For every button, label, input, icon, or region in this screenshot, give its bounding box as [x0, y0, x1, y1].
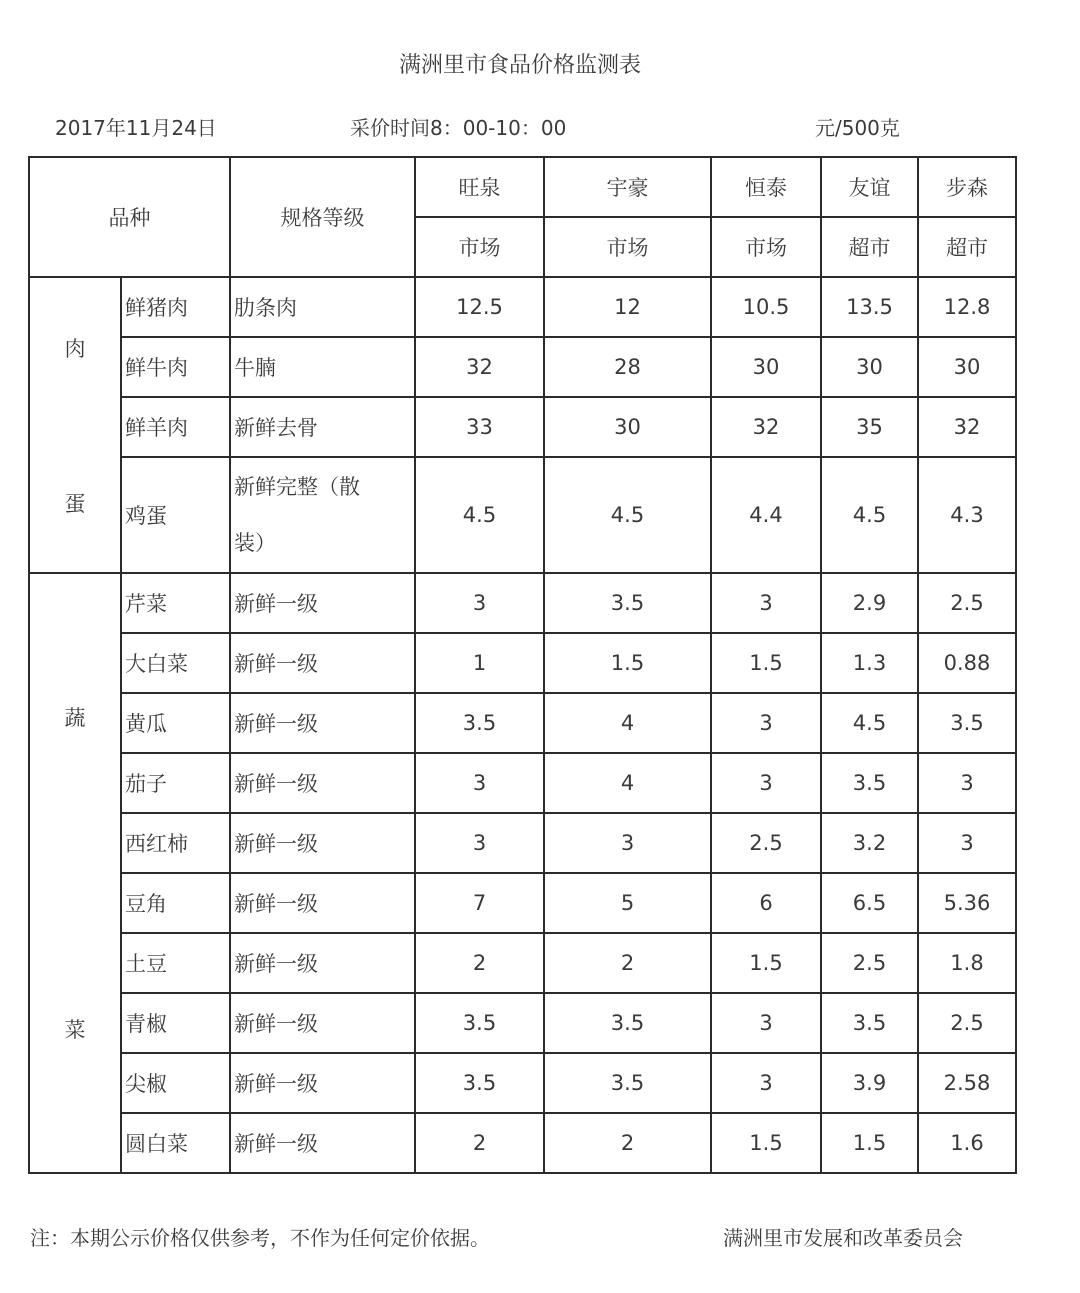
price-cell: 2.9 [821, 573, 918, 633]
header-vendor-name: 友谊 [821, 157, 918, 217]
header-vendor-type: 超市 [821, 217, 918, 277]
spec-grade: 新鲜一级 [230, 633, 415, 693]
price-cell: 1.5 [821, 1113, 918, 1173]
spec-grade: 新鲜一级 [230, 873, 415, 933]
price-cell: 2.5 [918, 573, 1016, 633]
price-cell: 1.3 [821, 633, 918, 693]
price-cell: 0.88 [918, 633, 1016, 693]
header-row-1 [29, 157, 1016, 217]
price-cell: 3.5 [821, 993, 918, 1053]
header-vendor-type: 市场 [544, 217, 711, 277]
item-name: 鲜羊肉 [121, 397, 230, 457]
spec-grade: 新鲜一级 [230, 1113, 415, 1173]
price-cell: 1 [415, 633, 544, 693]
price-cell: 2 [544, 933, 711, 993]
item-name: 鸡蛋 [121, 457, 230, 573]
table-row [29, 933, 1016, 993]
footer-organization: 满洲里市发展和改革委员会 [723, 1226, 963, 1250]
price-cell: 3 [918, 753, 1016, 813]
table-row [29, 397, 1016, 457]
spec-grade: 新鲜一级 [230, 1053, 415, 1113]
collection-time: 采价时间8：00-10：00 [350, 116, 567, 140]
price-cell: 33 [415, 397, 544, 457]
price-cell: 1.5 [711, 1113, 821, 1173]
spec-grade: 牛腩 [230, 337, 415, 397]
price-cell: 2.5 [918, 993, 1016, 1053]
price-cell: 3.5 [544, 1053, 711, 1113]
price-cell: 3 [415, 753, 544, 813]
price-cell: 7 [415, 873, 544, 933]
item-name: 黄瓜 [121, 693, 230, 753]
item-name: 土豆 [121, 933, 230, 993]
price-cell: 10.5 [711, 277, 821, 337]
price-cell: 3 [711, 1053, 821, 1113]
price-cell: 3.5 [544, 993, 711, 1053]
price-cell: 32 [918, 397, 1016, 457]
table-row [29, 753, 1016, 813]
spec-line: 新鲜完整（散 [234, 475, 360, 499]
price-cell: 3 [711, 573, 821, 633]
table-row [29, 337, 1016, 397]
price-cell: 3.2 [821, 813, 918, 873]
price-cell: 3.5 [415, 993, 544, 1053]
spec-grade: 新鲜一级 [230, 813, 415, 873]
table-row [29, 693, 1016, 753]
price-cell: 2 [544, 1113, 711, 1173]
table-row [29, 457, 1016, 573]
price-cell: 30 [711, 337, 821, 397]
category-char: 蛋 [64, 491, 86, 516]
item-name: 西红柿 [121, 813, 230, 873]
price-cell: 35 [821, 397, 918, 457]
price-unit: 元/500克 [815, 116, 900, 140]
price-cell: 4.5 [821, 693, 918, 753]
item-name: 茄子 [121, 753, 230, 813]
price-cell: 4 [544, 753, 711, 813]
price-cell: 3 [711, 693, 821, 753]
item-name: 青椒 [121, 993, 230, 1053]
header-vendor-name: 旺泉 [415, 157, 544, 217]
price-cell: 4.5 [544, 457, 711, 573]
price-cell: 3.5 [918, 693, 1016, 753]
item-name: 大白菜 [121, 633, 230, 693]
spec-grade [230, 457, 415, 573]
price-cell: 5 [544, 873, 711, 933]
price-cell: 32 [415, 337, 544, 397]
price-cell: 2 [415, 933, 544, 993]
price-cell: 2.5 [711, 813, 821, 873]
spec-grade: 新鲜一级 [230, 753, 415, 813]
header-spec: 规格等级 [230, 157, 415, 277]
spec-grade: 新鲜一级 [230, 993, 415, 1053]
spec-line: 装） [234, 531, 276, 555]
header-vendor-type: 超市 [918, 217, 1016, 277]
price-cell: 3.5 [821, 753, 918, 813]
price-cell: 1.5 [711, 933, 821, 993]
price-cell: 4 [544, 693, 711, 753]
item-name: 芹菜 [121, 573, 230, 633]
price-cell: 4.4 [711, 457, 821, 573]
spec-grade: 新鲜去骨 [230, 397, 415, 457]
header-vendor-name: 宇豪 [544, 157, 711, 217]
price-cell: 3 [711, 993, 821, 1053]
price-cell: 3.9 [821, 1053, 918, 1113]
table-row [29, 573, 1016, 633]
price-cell: 6.5 [821, 873, 918, 933]
header-variety: 品种 [29, 157, 230, 277]
report-date: 2017年11月24日 [55, 116, 217, 140]
price-cell: 30 [821, 337, 918, 397]
category-char: 蔬 [64, 706, 86, 730]
price-cell: 28 [544, 337, 711, 397]
price-cell: 12.5 [415, 277, 544, 337]
price-cell: 12 [544, 277, 711, 337]
price-cell: 3 [711, 753, 821, 813]
table-row [29, 277, 1016, 337]
price-cell: 3 [544, 813, 711, 873]
price-cell: 1.8 [918, 933, 1016, 993]
category-vegetable [29, 573, 121, 1173]
item-name: 鲜牛肉 [121, 337, 230, 397]
price-cell: 3.5 [415, 693, 544, 753]
table-row [29, 633, 1016, 693]
price-cell: 3 [415, 573, 544, 633]
header-vendor-name: 步森 [918, 157, 1016, 217]
price-cell: 1.5 [544, 633, 711, 693]
price-cell: 3.5 [415, 1053, 544, 1113]
price-cell: 13.5 [821, 277, 918, 337]
category-char: 肉 [64, 336, 86, 361]
item-name: 圆白菜 [121, 1113, 230, 1173]
price-cell: 4.3 [918, 457, 1016, 573]
price-cell: 6 [711, 873, 821, 933]
price-cell: 2.58 [918, 1053, 1016, 1113]
price-cell: 3.5 [544, 573, 711, 633]
table-row [29, 1053, 1016, 1113]
category-char: 菜 [64, 1018, 86, 1042]
table-row [29, 1113, 1016, 1173]
price-cell: 1.6 [918, 1113, 1016, 1173]
price-cell: 2.5 [821, 933, 918, 993]
price-cell: 30 [918, 337, 1016, 397]
price-cell: 4.5 [821, 457, 918, 573]
price-cell: 3 [415, 813, 544, 873]
footer-note: 注：本期公示价格仅供参考，不作为任何定价依据。 [30, 1226, 490, 1250]
price-cell: 2 [415, 1113, 544, 1173]
price-cell: 32 [711, 397, 821, 457]
price-cell: 3 [918, 813, 1016, 873]
item-name: 鲜猪肉 [121, 277, 230, 337]
table-row [29, 993, 1016, 1053]
category-meat-egg [29, 277, 121, 573]
table-row [29, 873, 1016, 933]
spec-grade: 新鲜一级 [230, 933, 415, 993]
document-title: 满洲里市食品价格监测表 [398, 53, 641, 78]
spec-grade: 肋条肉 [230, 277, 415, 337]
price-table [28, 156, 1017, 1174]
header-vendor-name: 恒泰 [711, 157, 821, 217]
price-cell: 5.36 [918, 873, 1016, 933]
spec-grade: 新鲜一级 [230, 573, 415, 633]
price-cell: 30 [544, 397, 711, 457]
table-row [29, 813, 1016, 873]
price-cell: 1.5 [711, 633, 821, 693]
price-cell: 4.5 [415, 457, 544, 573]
item-name: 尖椒 [121, 1053, 230, 1113]
header-vendor-type: 市场 [711, 217, 821, 277]
spec-grade: 新鲜一级 [230, 693, 415, 753]
item-name: 豆角 [121, 873, 230, 933]
header-vendor-type: 市场 [415, 217, 544, 277]
price-cell: 12.8 [918, 277, 1016, 337]
